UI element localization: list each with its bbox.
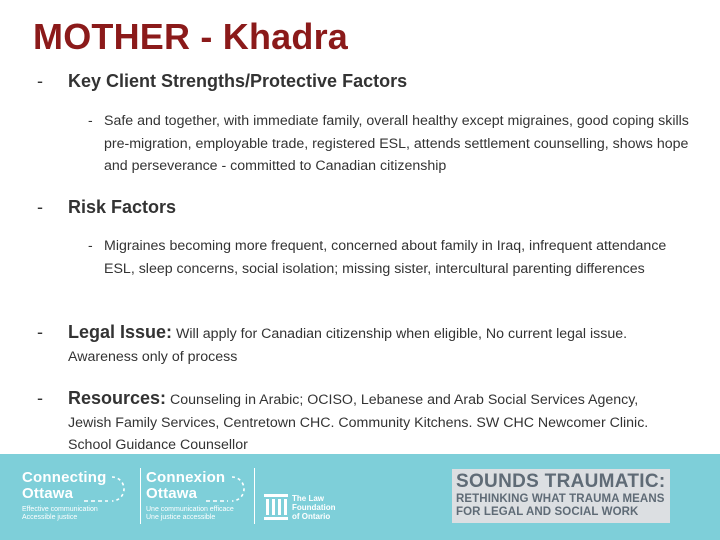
law-foundation-logo [292,494,336,521]
logo-text: Ottawa [146,485,198,502]
page-title: MOTHER - Khadra [33,16,349,57]
logo-tagline: Une communication efficace [146,506,234,513]
heading-legal-issue: Legal Issue: [68,322,173,342]
bullet-dash: - [37,71,43,91]
logo-text: The Law [292,494,325,503]
logo-tagline: Une justice accessible [146,514,216,521]
heading-resources: Resources: [68,388,167,408]
resources-text: Counseling in Arabic; OCISO, Lebanese and Arab Social Services Agency, Jewish Family Services, Centretown CHC. Community Kitchens. SW CHC Newcomer Clinic. School Guidance Counsellor [68,392,649,453]
divider [254,468,255,524]
banner-subtitle-line: FOR LEGAL AND SOCIAL WORK [456,506,639,518]
logo-text: Connecting [22,469,107,486]
logo-tagline: Accessible justice [22,514,78,521]
strengths-text: Safe and together, with immediate family, overall healthy except migraines, good coping skills pre-migration, employable trade, registered ESL, attends settlement counselling, shows hope and perseverance - committed to Canadian citizenship [104,113,689,174]
logo-text: Connexion [146,469,226,486]
logo-text: Foundation [292,503,336,512]
legal-issue-block [68,321,668,368]
sounds-traumatic-banner [452,469,670,523]
sub-bullet-dash: - [88,112,93,128]
speech-dash-icon [206,474,246,504]
bullet-dash: - [37,322,43,342]
banner-subtitle [456,493,665,519]
heading-risk-factors: Risk Factors [68,197,177,217]
law-foundation-pillars-icon [264,494,288,520]
logo-text: Ottawa [22,485,74,502]
sub-bullet-dash: - [88,237,93,253]
bullet-dash: - [37,388,43,408]
legal-issue-text: Will apply for Canadian citizenship when eligible, No current legal issue. Awareness only of process [68,326,628,365]
speech-dash-icon [84,474,128,504]
footer-band [0,454,720,540]
logo-text: of Ontario [292,512,331,521]
banner-subtitle-line: RETHINKING WHAT TRAUMA MEANS [456,493,665,505]
resources-block [68,387,668,457]
banner-title: SOUNDS TRAUMATIC: [456,471,666,492]
heading-strengths: Key Client Strengths/Protective Factors [68,71,408,91]
divider [140,468,141,524]
bullet-dash: - [37,197,43,217]
risk-factors-text: Migraines becoming more frequent, concerned about family in Iraq, infrequent attendance ESL, sleep concerns, social isolation; missing sister, intercultural parenting differences [104,238,667,277]
logo-tagline: Effective communication [22,506,98,513]
